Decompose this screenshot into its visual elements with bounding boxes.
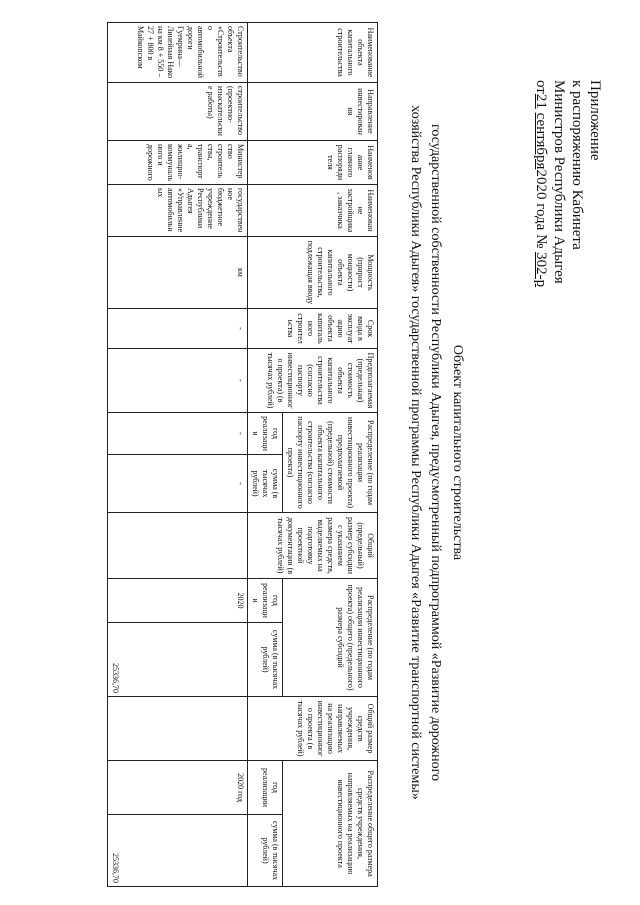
header-capacity: Мощность (прирост мощности) объекта капитального строительства, подлежащая вводу xyxy=(248,237,378,309)
cell-distr-funds-year: 2020 год xyxy=(108,761,248,815)
cell-distr-cost-sum: - xyxy=(108,455,248,513)
subheader-sum: сумма (в тысячах рублей) xyxy=(248,455,283,513)
header-customer: Наименование застройщика, заказчика xyxy=(248,185,378,237)
cell-object-name: Строительство объекта «Строительство автомобильной дороги Гуемрина—Линейная Нако на км 8 + 550 – 27 + 800 в Майкопском xyxy=(108,23,248,83)
document-subtitle: хозяйства Республики Адыгея» государственной программы Республики Адыгея «Развитие транспортной системы» xyxy=(408,105,423,800)
appendix-month: сентября xyxy=(533,112,549,170)
appendix-year-no: 2020 года № xyxy=(533,169,549,249)
header-distr-cost: Распределение (по годам реализации инвестиционного проекта) предполагаемой (предельной) стоимости объекта капитального строительства (согласно паспорту инвестиционного проекта) xyxy=(283,413,378,513)
subheader-year: год реализации xyxy=(248,579,283,623)
appendix-line: Приложение xyxy=(587,80,603,161)
appendix-day: 21 xyxy=(533,93,549,109)
appendix-date-line xyxy=(532,80,550,310)
appendix-line: к распоряжению Кабинета xyxy=(569,80,585,250)
header-manager: Наименование главного распорядителя xyxy=(248,141,378,185)
cell-manager: Министерство строительства, транспорта, жилищно-коммунального и дорожного xyxy=(108,141,248,185)
header-term: Срок ввода в эксплуатацию объекта капитального строительства xyxy=(248,309,378,349)
cell-distr-cost-year: - xyxy=(108,413,248,455)
header-distr-subsidy: Распределение (по годам реализации инвестиционного проекта) общего (предельного) размера субсидий xyxy=(283,579,378,697)
cell-distr-funds-sum: 25336,70 xyxy=(108,815,248,887)
appendix-block xyxy=(532,80,604,310)
appendix-number: 302-р xyxy=(533,252,549,288)
header-estimated-cost: Предполагаемая (предельная) стоимость объекта капитального строительства (согласно паспорту инвестиционного проекта) (в тысячах рублей) xyxy=(248,349,378,413)
cell-capacity: км xyxy=(108,237,248,309)
table-header-row xyxy=(283,23,378,887)
cell-total-subsidy xyxy=(108,513,248,579)
cell-direction: строительство (проектно-изыскательские работы) xyxy=(108,83,248,141)
subheader-sum: сумма (в тысячах рублей) xyxy=(248,623,283,697)
header-distr-funds: Распределение общего размера средств учреждения, направляемых на реализацию инвестиционного проекта xyxy=(283,761,378,887)
appendix-from: от xyxy=(533,80,549,94)
cell-term: - xyxy=(108,309,248,349)
table-row xyxy=(108,23,248,887)
header-object-name: Наименование объекта капитального строительства xyxy=(248,23,378,83)
appendix-line: Министров Республики Адыгея xyxy=(551,80,567,284)
cell-total-funds xyxy=(108,697,248,761)
document-subtitle: государственной собственности Республики Адыгея, предусмотренный подпрограммой «Развитие дорожного xyxy=(428,123,443,781)
subheader-sum: сумма (в тысячах рублей) xyxy=(248,815,283,887)
cell-distr-subsidy-year: 2020 xyxy=(108,579,248,623)
header-direction: Направление инвестирования xyxy=(248,83,378,141)
subheader-year: год реализации xyxy=(248,761,283,815)
cell-distr-subsidy-sum: 25336,70 xyxy=(108,623,248,697)
document-title: Объект капитального строительства xyxy=(450,344,465,561)
subheader-year: год реализации xyxy=(248,413,283,455)
header-total-funds: Общий размер средств учреждения, направляемых на реализацию инвестиционного проекта (в тысячах рублей) xyxy=(248,697,378,761)
cell-estimated-cost: - xyxy=(108,349,248,413)
cell-customer: государственное бюджетное учреждение Республики Адыгея «Управление автомобильных xyxy=(108,185,248,237)
header-total-subsidy: Общий (предельный) размер субсидии с указанием размера средств, выделяемых на подготовку проектной документации (в тысячах рублей) xyxy=(248,513,378,579)
capital-object-table xyxy=(107,22,378,887)
